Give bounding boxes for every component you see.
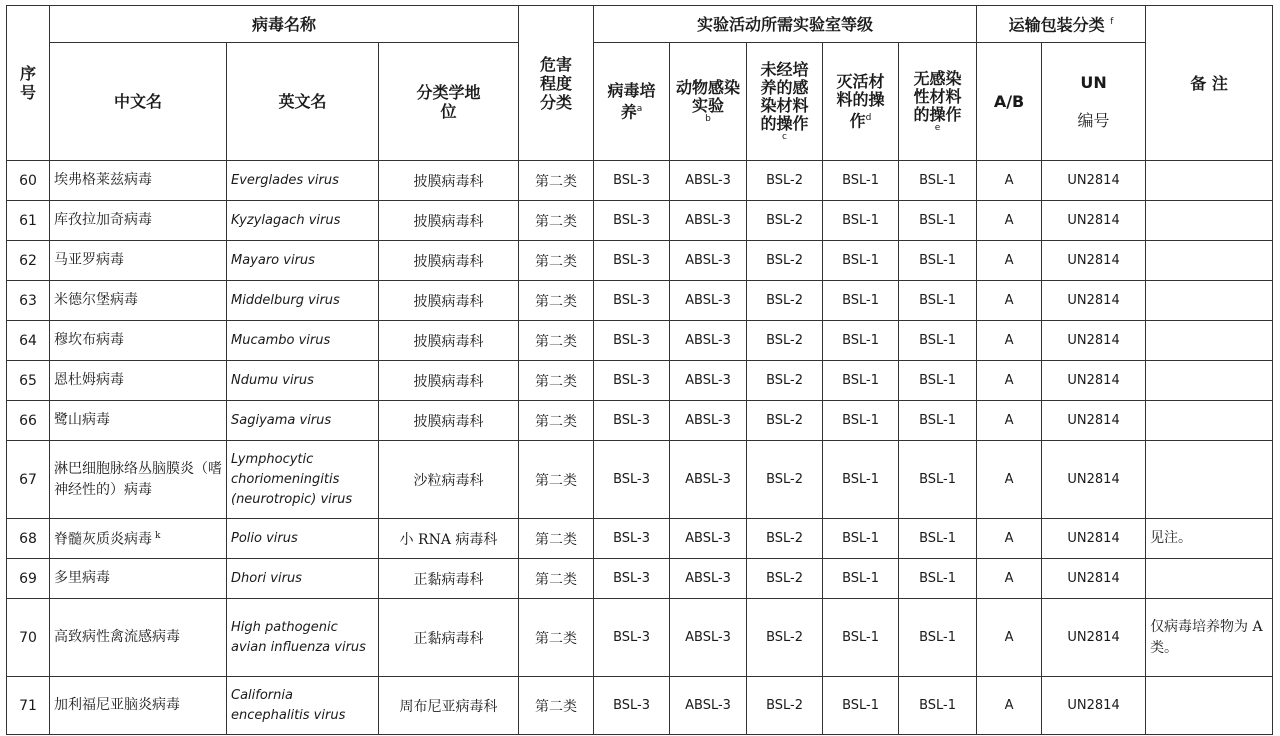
animal-level-cell: ABSL-3	[670, 281, 747, 321]
english-name-cell: Dhori virus	[227, 559, 379, 599]
uncultured-level-cell: BSL-2	[747, 361, 823, 401]
uncultured-level-cell: BSL-2	[747, 677, 823, 735]
remarks-cell	[1146, 201, 1273, 241]
header-un-number: UN 编号	[1042, 43, 1146, 161]
table-row	[7, 321, 1273, 361]
chinese-name-cell: 埃弗格莱兹病毒	[50, 161, 227, 201]
remarks-cell	[1146, 401, 1273, 441]
transport-ab-cell: A	[977, 361, 1042, 401]
table-row	[7, 441, 1273, 519]
transport-ab-cell: A	[977, 441, 1042, 519]
transport-ab-cell: A	[977, 321, 1042, 361]
taxonomy-cell: 正黏病毒科	[379, 559, 519, 599]
english-name-cell: Lymphocytic choriomeningitis (neurotropic) virus	[227, 441, 379, 519]
inactivated-level-cell: BSL-1	[823, 361, 899, 401]
hazard-cell: 第二类	[519, 361, 594, 401]
inactivated-level-cell: BSL-1	[823, 519, 899, 559]
english-name-cell: High pathogenic avian influenza virus	[227, 599, 379, 677]
table-row	[7, 161, 1273, 201]
row-index: 62	[7, 241, 50, 281]
noninfectious-level-cell: BSL-1	[899, 161, 977, 201]
un-number-cell: UN2814	[1042, 441, 1146, 519]
taxonomy-cell: 披膜病毒科	[379, 321, 519, 361]
header-transport: 运输包装分类 $^f$	[977, 6, 1146, 43]
animal-level-cell: ABSL-3	[670, 599, 747, 677]
inactivated-level-cell: BSL-1	[823, 677, 899, 735]
uncultured-level-cell: BSL-2	[747, 241, 823, 281]
footnote-marker: k	[155, 531, 161, 542]
culture-level-cell: BSL-3	[594, 201, 670, 241]
hazard-cell: 第二类	[519, 559, 594, 599]
taxonomy-cell: 披膜病毒科	[379, 361, 519, 401]
transport-ab-cell: A	[977, 161, 1042, 201]
english-name-cell: Polio virus	[227, 519, 379, 559]
header-remarks: 备 注	[1146, 6, 1273, 161]
row-index: 65	[7, 361, 50, 401]
inactivated-level-cell: BSL-1	[823, 241, 899, 281]
taxonomy-cell: 周布尼亚病毒科	[379, 677, 519, 735]
culture-level-cell: BSL-3	[594, 519, 670, 559]
noninfectious-level-cell: BSL-1	[899, 519, 977, 559]
un-number-cell: UN2814	[1042, 519, 1146, 559]
animal-level-cell: ABSL-3	[670, 559, 747, 599]
table-row	[7, 519, 1273, 559]
chinese-name-cell: 米德尔堡病毒	[50, 281, 227, 321]
table-row	[7, 281, 1273, 321]
transport-ab-cell: A	[977, 599, 1042, 677]
noninfectious-level-cell: BSL-1	[899, 281, 977, 321]
header-hazard: 危害程度分类	[519, 6, 594, 161]
inactivated-level-cell: BSL-1	[823, 599, 899, 677]
row-index: 67	[7, 441, 50, 519]
row-index: 60	[7, 161, 50, 201]
animal-level-cell: ABSL-3	[670, 677, 747, 735]
taxonomy-cell: 小 RNA 病毒科	[379, 519, 519, 559]
animal-level-cell: ABSL-3	[670, 161, 747, 201]
remarks-cell	[1146, 677, 1273, 735]
header-lab-level: 实验活动所需实验室等级	[594, 6, 977, 43]
taxonomy-cell: 披膜病毒科	[379, 281, 519, 321]
transport-ab-cell: A	[977, 677, 1042, 735]
animal-level-cell: ABSL-3	[670, 201, 747, 241]
table-row	[7, 677, 1273, 735]
uncultured-level-cell: BSL-2	[747, 321, 823, 361]
chinese-name-cell: 库孜拉加奇病毒	[50, 201, 227, 241]
hazard-cell: 第二类	[519, 241, 594, 281]
un-number-cell: UN2814	[1042, 241, 1146, 281]
uncultured-level-cell: BSL-2	[747, 519, 823, 559]
uncultured-level-cell: BSL-2	[747, 201, 823, 241]
inactivated-level-cell: BSL-1	[823, 441, 899, 519]
hazard-cell: 第二类	[519, 401, 594, 441]
animal-level-cell: ABSL-3	[670, 241, 747, 281]
noninfectious-level-cell: BSL-1	[899, 361, 977, 401]
inactivated-level-cell: BSL-1	[823, 201, 899, 241]
taxonomy-cell: 正黏病毒科	[379, 599, 519, 677]
table-row	[7, 361, 1273, 401]
un-number-cell: UN2814	[1042, 361, 1146, 401]
uncultured-level-cell: BSL-2	[747, 599, 823, 677]
hazard-cell: 第二类	[519, 161, 594, 201]
header-animal: 动物感染实验 b	[670, 43, 747, 161]
un-number-cell: UN2814	[1042, 599, 1146, 677]
english-name-cell: Kyzylagach virus	[227, 201, 379, 241]
table-row	[7, 559, 1273, 599]
transport-ab-cell: A	[977, 519, 1042, 559]
hazard-cell: 第二类	[519, 599, 594, 677]
chinese-name-cell: 加利福尼亚脑炎病毒	[50, 677, 227, 735]
un-number-cell: UN2814	[1042, 321, 1146, 361]
transport-ab-cell: A	[977, 401, 1042, 441]
header-virus-name: 病毒名称	[50, 6, 519, 43]
table-row	[7, 241, 1273, 281]
chinese-name-cell: 脊髓灰质炎病毒 $^k$	[50, 519, 227, 559]
remarks-cell	[1146, 241, 1273, 281]
transport-ab-cell: A	[977, 281, 1042, 321]
culture-level-cell: BSL-3	[594, 361, 670, 401]
noninfectious-level-cell: BSL-1	[899, 559, 977, 599]
english-name-cell: Everglades virus	[227, 161, 379, 201]
remarks-cell	[1146, 281, 1273, 321]
header-chinese-name: 中文名	[50, 43, 227, 161]
remarks-cell: 见注。	[1146, 519, 1273, 559]
noninfectious-level-cell: BSL-1	[899, 201, 977, 241]
noninfectious-level-cell: BSL-1	[899, 321, 977, 361]
remarks-cell	[1146, 441, 1273, 519]
header-index: 序号	[7, 6, 50, 161]
english-name-cell: California encephalitis virus	[227, 677, 379, 735]
inactivated-level-cell: BSL-1	[823, 281, 899, 321]
transport-ab-cell: A	[977, 559, 1042, 599]
chinese-name-cell: 高致病性禽流感病毒	[50, 599, 227, 677]
row-index: 63	[7, 281, 50, 321]
hazard-cell: 第二类	[519, 281, 594, 321]
remarks-cell	[1146, 361, 1273, 401]
culture-level-cell: BSL-3	[594, 241, 670, 281]
inactivated-level-cell: BSL-1	[823, 161, 899, 201]
virus-classification-table	[6, 5, 1273, 735]
header-uncultured: 未经培养的感染材料的操作 c	[747, 43, 823, 161]
uncultured-level-cell: BSL-2	[747, 441, 823, 519]
culture-level-cell: BSL-3	[594, 161, 670, 201]
uncultured-level-cell: BSL-2	[747, 161, 823, 201]
un-number-cell: UN2814	[1042, 161, 1146, 201]
uncultured-level-cell: BSL-2	[747, 401, 823, 441]
english-name-cell: Mayaro virus	[227, 241, 379, 281]
culture-level-cell: BSL-3	[594, 599, 670, 677]
header-ab: A/B	[977, 43, 1042, 161]
noninfectious-level-cell: BSL-1	[899, 401, 977, 441]
noninfectious-level-cell: BSL-1	[899, 441, 977, 519]
row-index: 64	[7, 321, 50, 361]
un-number-cell: UN2814	[1042, 201, 1146, 241]
culture-level-cell: BSL-3	[594, 401, 670, 441]
chinese-name-cell: 多里病毒	[50, 559, 227, 599]
hazard-cell: 第二类	[519, 201, 594, 241]
noninfectious-level-cell: BSL-1	[899, 677, 977, 735]
table-row	[7, 201, 1273, 241]
row-index: 68	[7, 519, 50, 559]
culture-level-cell: BSL-3	[594, 281, 670, 321]
english-name-cell: Ndumu virus	[227, 361, 379, 401]
noninfectious-level-cell: BSL-1	[899, 241, 977, 281]
english-name-cell: Middelburg virus	[227, 281, 379, 321]
transport-ab-cell: A	[977, 201, 1042, 241]
inactivated-level-cell: BSL-1	[823, 559, 899, 599]
inactivated-level-cell: BSL-1	[823, 321, 899, 361]
taxonomy-cell: 沙粒病毒科	[379, 441, 519, 519]
header-inactivated: 灭活材料的操作$^d$	[823, 43, 899, 161]
un-number-cell: UN2814	[1042, 677, 1146, 735]
header-culture: 病毒培养$^a$	[594, 43, 670, 161]
taxonomy-cell: 披膜病毒科	[379, 161, 519, 201]
remarks-cell	[1146, 559, 1273, 599]
table-row	[7, 401, 1273, 441]
chinese-name-cell: 穆坎布病毒	[50, 321, 227, 361]
taxonomy-cell: 披膜病毒科	[379, 401, 519, 441]
english-name-cell: Sagiyama virus	[227, 401, 379, 441]
remarks-cell: 仅病毒培养物为 A 类。	[1146, 599, 1273, 677]
inactivated-level-cell: BSL-1	[823, 401, 899, 441]
row-index: 70	[7, 599, 50, 677]
un-number-cell: UN2814	[1042, 559, 1146, 599]
taxonomy-cell: 披膜病毒科	[379, 241, 519, 281]
hazard-cell: 第二类	[519, 441, 594, 519]
row-index: 61	[7, 201, 50, 241]
un-number-cell: UN2814	[1042, 281, 1146, 321]
animal-level-cell: ABSL-3	[670, 321, 747, 361]
taxonomy-cell: 披膜病毒科	[379, 201, 519, 241]
animal-level-cell: ABSL-3	[670, 361, 747, 401]
row-index: 69	[7, 559, 50, 599]
chinese-name-cell: 恩杜姆病毒	[50, 361, 227, 401]
header-taxonomy: 分类学地位	[379, 43, 519, 161]
noninfectious-level-cell: BSL-1	[899, 599, 977, 677]
table-row	[7, 599, 1273, 677]
animal-level-cell: ABSL-3	[670, 519, 747, 559]
chinese-name-cell: 淋巴细胞脉络丛脑膜炎（嗜神经性的）病毒	[50, 441, 227, 519]
hazard-cell: 第二类	[519, 519, 594, 559]
culture-level-cell: BSL-3	[594, 677, 670, 735]
culture-level-cell: BSL-3	[594, 441, 670, 519]
culture-level-cell: BSL-3	[594, 321, 670, 361]
hazard-cell: 第二类	[519, 321, 594, 361]
hazard-cell: 第二类	[519, 677, 594, 735]
uncultured-level-cell: BSL-2	[747, 559, 823, 599]
remarks-cell	[1146, 321, 1273, 361]
english-name-cell: Mucambo virus	[227, 321, 379, 361]
row-index: 71	[7, 677, 50, 735]
chinese-name-cell: 鹭山病毒	[50, 401, 227, 441]
remarks-cell	[1146, 161, 1273, 201]
header-english-name: 英文名	[227, 43, 379, 161]
chinese-name-cell: 马亚罗病毒	[50, 241, 227, 281]
culture-level-cell: BSL-3	[594, 559, 670, 599]
animal-level-cell: ABSL-3	[670, 441, 747, 519]
transport-ab-cell: A	[977, 241, 1042, 281]
uncultured-level-cell: BSL-2	[747, 281, 823, 321]
row-index: 66	[7, 401, 50, 441]
header-noninfectious: 无感染性材料的操作 e	[899, 43, 977, 161]
animal-level-cell: ABSL-3	[670, 401, 747, 441]
un-number-cell: UN2814	[1042, 401, 1146, 441]
